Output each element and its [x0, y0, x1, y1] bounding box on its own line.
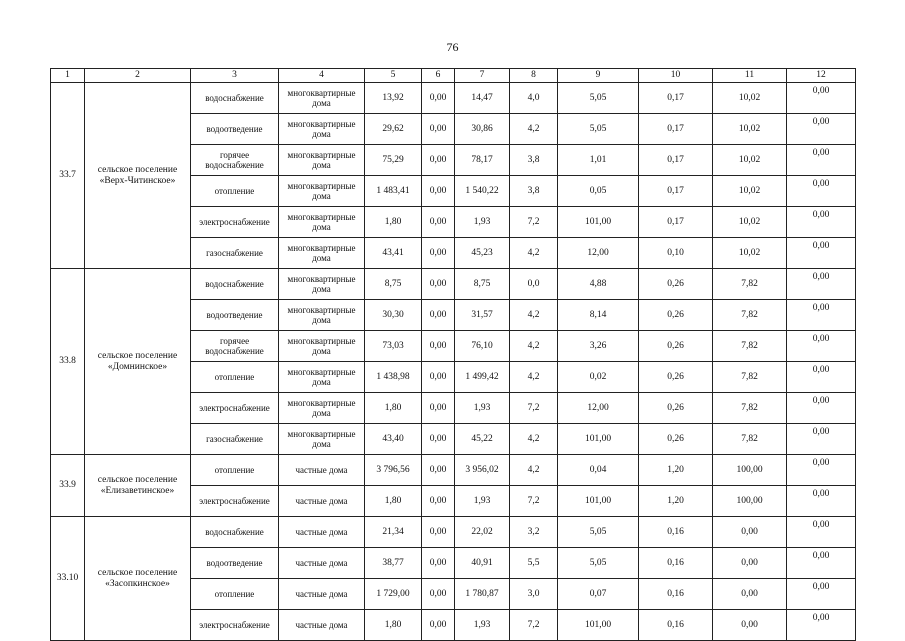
- housing-type-cell: частные дома: [279, 517, 365, 548]
- value-cell-c5: 1 438,98: [365, 362, 422, 393]
- table-row: [51, 517, 856, 548]
- value-cell-c11: 10,02: [713, 176, 787, 207]
- value-cell-c11: 7,82: [713, 362, 787, 393]
- value-cell-c5: 38,77: [365, 548, 422, 579]
- service-cell: электроснабжение: [191, 610, 279, 641]
- value-cell-c9: 5,05: [558, 114, 639, 145]
- value-cell-c5: 21,34: [365, 517, 422, 548]
- service-cell: водоснабжение: [191, 517, 279, 548]
- value-cell-c7: 1,93: [455, 486, 510, 517]
- header-row: [51, 69, 856, 83]
- value-cell-c7: 31,57: [455, 300, 510, 331]
- page-number: 76: [446, 40, 459, 54]
- service-cell: электроснабжение: [191, 486, 279, 517]
- value-cell-c8: 7,2: [510, 486, 558, 517]
- value-cell-c10: 0,16: [639, 517, 713, 548]
- housing-type-cell: многоквартирные дома: [279, 207, 365, 238]
- value-cell-c6: 0,00: [422, 579, 455, 610]
- value-cell-c7: 1 499,42: [455, 362, 510, 393]
- service-cell: отопление: [191, 579, 279, 610]
- value-cell-c11: 0,00: [713, 610, 787, 641]
- value-cell-c12: 0,00: [787, 517, 856, 548]
- settlement-name: сельское поселение «Домнинское»: [85, 269, 191, 455]
- value-cell-c11: 10,02: [713, 114, 787, 145]
- header-cell: 6: [422, 69, 455, 83]
- value-cell-c5: 8,75: [365, 269, 422, 300]
- value-cell-c5: 73,03: [365, 331, 422, 362]
- value-cell-c6: 0,00: [422, 238, 455, 269]
- service-cell: газоснабжение: [191, 424, 279, 455]
- value-cell-c6: 0,00: [422, 517, 455, 548]
- table-row: [51, 455, 856, 486]
- value-cell-c9: 4,88: [558, 269, 639, 300]
- housing-type-cell: многоквартирные дома: [279, 362, 365, 393]
- value-cell-c11: 10,02: [713, 207, 787, 238]
- settlement-name: сельское поселение «Засопкинское»: [85, 517, 191, 641]
- value-cell-c12: 0,00: [787, 548, 856, 579]
- service-cell: электроснабжение: [191, 393, 279, 424]
- value-cell-c6: 0,00: [422, 393, 455, 424]
- header-cell: 9: [558, 69, 639, 83]
- value-cell-c11: 7,82: [713, 331, 787, 362]
- group-number: 33.10: [51, 517, 85, 641]
- value-cell-c11: 0,00: [713, 579, 787, 610]
- value-cell-c6: 0,00: [422, 331, 455, 362]
- value-cell-c11: 7,82: [713, 300, 787, 331]
- value-cell-c12: 0,00: [787, 579, 856, 610]
- housing-type-cell: частные дома: [279, 548, 365, 579]
- value-cell-c10: 0,16: [639, 548, 713, 579]
- value-cell-c9: 12,00: [558, 393, 639, 424]
- value-cell-c10: 0,17: [639, 207, 713, 238]
- value-cell-c7: 1 780,87: [455, 579, 510, 610]
- housing-type-cell: частные дома: [279, 579, 365, 610]
- value-cell-c10: 1,20: [639, 455, 713, 486]
- value-cell-c6: 0,00: [422, 83, 455, 114]
- header-cell: 1: [51, 69, 85, 83]
- value-cell-c10: 0,17: [639, 83, 713, 114]
- housing-type-cell: частные дома: [279, 486, 365, 517]
- value-cell-c6: 0,00: [422, 455, 455, 486]
- value-cell-c5: 43,40: [365, 424, 422, 455]
- value-cell-c11: 100,00: [713, 455, 787, 486]
- service-cell: водоотведение: [191, 114, 279, 145]
- value-cell-c9: 3,26: [558, 331, 639, 362]
- value-cell-c6: 0,00: [422, 145, 455, 176]
- housing-type-cell: многоквартирные дома: [279, 145, 365, 176]
- value-cell-c11: 10,02: [713, 145, 787, 176]
- value-cell-c9: 0,07: [558, 579, 639, 610]
- group-number: 33.7: [51, 83, 85, 269]
- housing-type-cell: многоквартирные дома: [279, 393, 365, 424]
- value-cell-c5: 1,80: [365, 486, 422, 517]
- value-cell-c12: 0,00: [787, 238, 856, 269]
- value-cell-c8: 3,8: [510, 145, 558, 176]
- value-cell-c8: 4,2: [510, 455, 558, 486]
- group-number: 33.8: [51, 269, 85, 455]
- service-cell: отопление: [191, 176, 279, 207]
- value-cell-c6: 0,00: [422, 548, 455, 579]
- value-cell-c8: 7,2: [510, 610, 558, 641]
- value-cell-c9: 101,00: [558, 424, 639, 455]
- housing-type-cell: частные дома: [279, 610, 365, 641]
- value-cell-c11: 10,02: [713, 83, 787, 114]
- header-cell: 2: [85, 69, 191, 83]
- value-cell-c9: 8,14: [558, 300, 639, 331]
- value-cell-c9: 1,01: [558, 145, 639, 176]
- value-cell-c9: 0,05: [558, 176, 639, 207]
- value-cell-c6: 0,00: [422, 362, 455, 393]
- housing-type-cell: многоквартирные дома: [279, 424, 365, 455]
- value-cell-c9: 101,00: [558, 207, 639, 238]
- header-cell: 4: [279, 69, 365, 83]
- value-cell-c8: 4,2: [510, 300, 558, 331]
- value-cell-c8: 3,8: [510, 176, 558, 207]
- value-cell-c6: 0,00: [422, 486, 455, 517]
- value-cell-c8: 4,2: [510, 114, 558, 145]
- value-cell-c7: 14,47: [455, 83, 510, 114]
- service-cell: водоснабжение: [191, 83, 279, 114]
- value-cell-c7: 30,86: [455, 114, 510, 145]
- value-cell-c12: 0,00: [787, 145, 856, 176]
- header-cell: 3: [191, 69, 279, 83]
- settlement-name: сельское поселение «Елизаветинское»: [85, 455, 191, 517]
- value-cell-c11: 10,02: [713, 238, 787, 269]
- housing-type-cell: многоквартирные дома: [279, 269, 365, 300]
- value-cell-c7: 40,91: [455, 548, 510, 579]
- value-cell-c12: 0,00: [787, 176, 856, 207]
- value-cell-c5: 1 729,00: [365, 579, 422, 610]
- housing-type-cell: многоквартирные дома: [279, 331, 365, 362]
- value-cell-c5: 75,29: [365, 145, 422, 176]
- service-cell: отопление: [191, 455, 279, 486]
- header-cell: 11: [713, 69, 787, 83]
- table-body: [51, 69, 856, 641]
- value-cell-c7: 1,93: [455, 610, 510, 641]
- service-cell: электроснабжение: [191, 207, 279, 238]
- value-cell-c8: 4,2: [510, 238, 558, 269]
- value-cell-c10: 0,26: [639, 424, 713, 455]
- service-cell: водоснабжение: [191, 269, 279, 300]
- value-cell-c7: 1 540,22: [455, 176, 510, 207]
- settlement-name: сельское поселение «Верх-Читинское»: [85, 83, 191, 269]
- value-cell-c5: 30,30: [365, 300, 422, 331]
- value-cell-c10: 0,17: [639, 145, 713, 176]
- value-cell-c12: 0,00: [787, 486, 856, 517]
- value-cell-c5: 1,80: [365, 610, 422, 641]
- value-cell-c7: 22,02: [455, 517, 510, 548]
- header-cell: 5: [365, 69, 422, 83]
- value-cell-c5: 1,80: [365, 393, 422, 424]
- housing-type-cell: многоквартирные дома: [279, 114, 365, 145]
- value-cell-c9: 5,05: [558, 83, 639, 114]
- value-cell-c7: 3 956,02: [455, 455, 510, 486]
- value-cell-c6: 0,00: [422, 424, 455, 455]
- value-cell-c5: 43,41: [365, 238, 422, 269]
- value-cell-c9: 12,00: [558, 238, 639, 269]
- value-cell-c7: 1,93: [455, 393, 510, 424]
- value-cell-c8: 5,5: [510, 548, 558, 579]
- value-cell-c10: 0,26: [639, 269, 713, 300]
- value-cell-c11: 0,00: [713, 548, 787, 579]
- value-cell-c6: 0,00: [422, 114, 455, 145]
- value-cell-c8: 7,2: [510, 207, 558, 238]
- value-cell-c12: 0,00: [787, 269, 856, 300]
- value-cell-c12: 0,00: [787, 362, 856, 393]
- value-cell-c8: 4,2: [510, 362, 558, 393]
- value-cell-c12: 0,00: [787, 207, 856, 238]
- value-cell-c6: 0,00: [422, 207, 455, 238]
- service-cell: отопление: [191, 362, 279, 393]
- tariff-table: [50, 68, 856, 641]
- value-cell-c6: 0,00: [422, 610, 455, 641]
- value-cell-c10: 0,17: [639, 176, 713, 207]
- value-cell-c8: 4,2: [510, 424, 558, 455]
- service-cell: горячее водоснабжение: [191, 145, 279, 176]
- value-cell-c6: 0,00: [422, 300, 455, 331]
- value-cell-c9: 101,00: [558, 610, 639, 641]
- value-cell-c6: 0,00: [422, 269, 455, 300]
- value-cell-c8: 4,2: [510, 331, 558, 362]
- value-cell-c7: 76,10: [455, 331, 510, 362]
- value-cell-c12: 0,00: [787, 393, 856, 424]
- value-cell-c8: 3,2: [510, 517, 558, 548]
- header-cell: 12: [787, 69, 856, 83]
- service-cell: водоотведение: [191, 300, 279, 331]
- value-cell-c12: 0,00: [787, 300, 856, 331]
- value-cell-c7: 78,17: [455, 145, 510, 176]
- value-cell-c8: 7,2: [510, 393, 558, 424]
- value-cell-c8: 0,0: [510, 269, 558, 300]
- housing-type-cell: многоквартирные дома: [279, 238, 365, 269]
- value-cell-c12: 0,00: [787, 331, 856, 362]
- value-cell-c10: 0,26: [639, 300, 713, 331]
- value-cell-c5: 1,80: [365, 207, 422, 238]
- value-cell-c12: 0,00: [787, 610, 856, 641]
- header-cell: 10: [639, 69, 713, 83]
- value-cell-c10: 0,17: [639, 114, 713, 145]
- value-cell-c8: 3,0: [510, 579, 558, 610]
- value-cell-c10: 0,26: [639, 362, 713, 393]
- group-number: 33.9: [51, 455, 85, 517]
- value-cell-c10: 0,26: [639, 393, 713, 424]
- value-cell-c10: 0,16: [639, 610, 713, 641]
- value-cell-c6: 0,00: [422, 176, 455, 207]
- value-cell-c5: 1 483,41: [365, 176, 422, 207]
- value-cell-c5: 3 796,56: [365, 455, 422, 486]
- value-cell-c7: 45,23: [455, 238, 510, 269]
- value-cell-c10: 0,10: [639, 238, 713, 269]
- value-cell-c10: 1,20: [639, 486, 713, 517]
- table-row: [51, 269, 856, 300]
- header-cell: 8: [510, 69, 558, 83]
- service-cell: водоотведение: [191, 548, 279, 579]
- value-cell-c11: 7,82: [713, 393, 787, 424]
- housing-type-cell: частные дома: [279, 455, 365, 486]
- value-cell-c12: 0,00: [787, 114, 856, 145]
- value-cell-c10: 0,16: [639, 579, 713, 610]
- value-cell-c9: 5,05: [558, 517, 639, 548]
- value-cell-c5: 29,62: [365, 114, 422, 145]
- value-cell-c8: 4,0: [510, 83, 558, 114]
- value-cell-c12: 0,00: [787, 83, 856, 114]
- value-cell-c9: 5,05: [558, 548, 639, 579]
- table-row: [51, 83, 856, 114]
- value-cell-c9: 0,02: [558, 362, 639, 393]
- value-cell-c7: 45,22: [455, 424, 510, 455]
- value-cell-c11: 7,82: [713, 269, 787, 300]
- housing-type-cell: многоквартирные дома: [279, 300, 365, 331]
- value-cell-c5: 13,92: [365, 83, 422, 114]
- value-cell-c9: 101,00: [558, 486, 639, 517]
- service-cell: газоснабжение: [191, 238, 279, 269]
- value-cell-c9: 0,04: [558, 455, 639, 486]
- value-cell-c11: 100,00: [713, 486, 787, 517]
- value-cell-c11: 7,82: [713, 424, 787, 455]
- housing-type-cell: многоквартирные дома: [279, 83, 365, 114]
- value-cell-c11: 0,00: [713, 517, 787, 548]
- value-cell-c7: 1,93: [455, 207, 510, 238]
- service-cell: горячее водоснабжение: [191, 331, 279, 362]
- value-cell-c7: 8,75: [455, 269, 510, 300]
- housing-type-cell: многоквартирные дома: [279, 176, 365, 207]
- header-cell: 7: [455, 69, 510, 83]
- value-cell-c12: 0,00: [787, 424, 856, 455]
- value-cell-c12: 0,00: [787, 455, 856, 486]
- value-cell-c10: 0,26: [639, 331, 713, 362]
